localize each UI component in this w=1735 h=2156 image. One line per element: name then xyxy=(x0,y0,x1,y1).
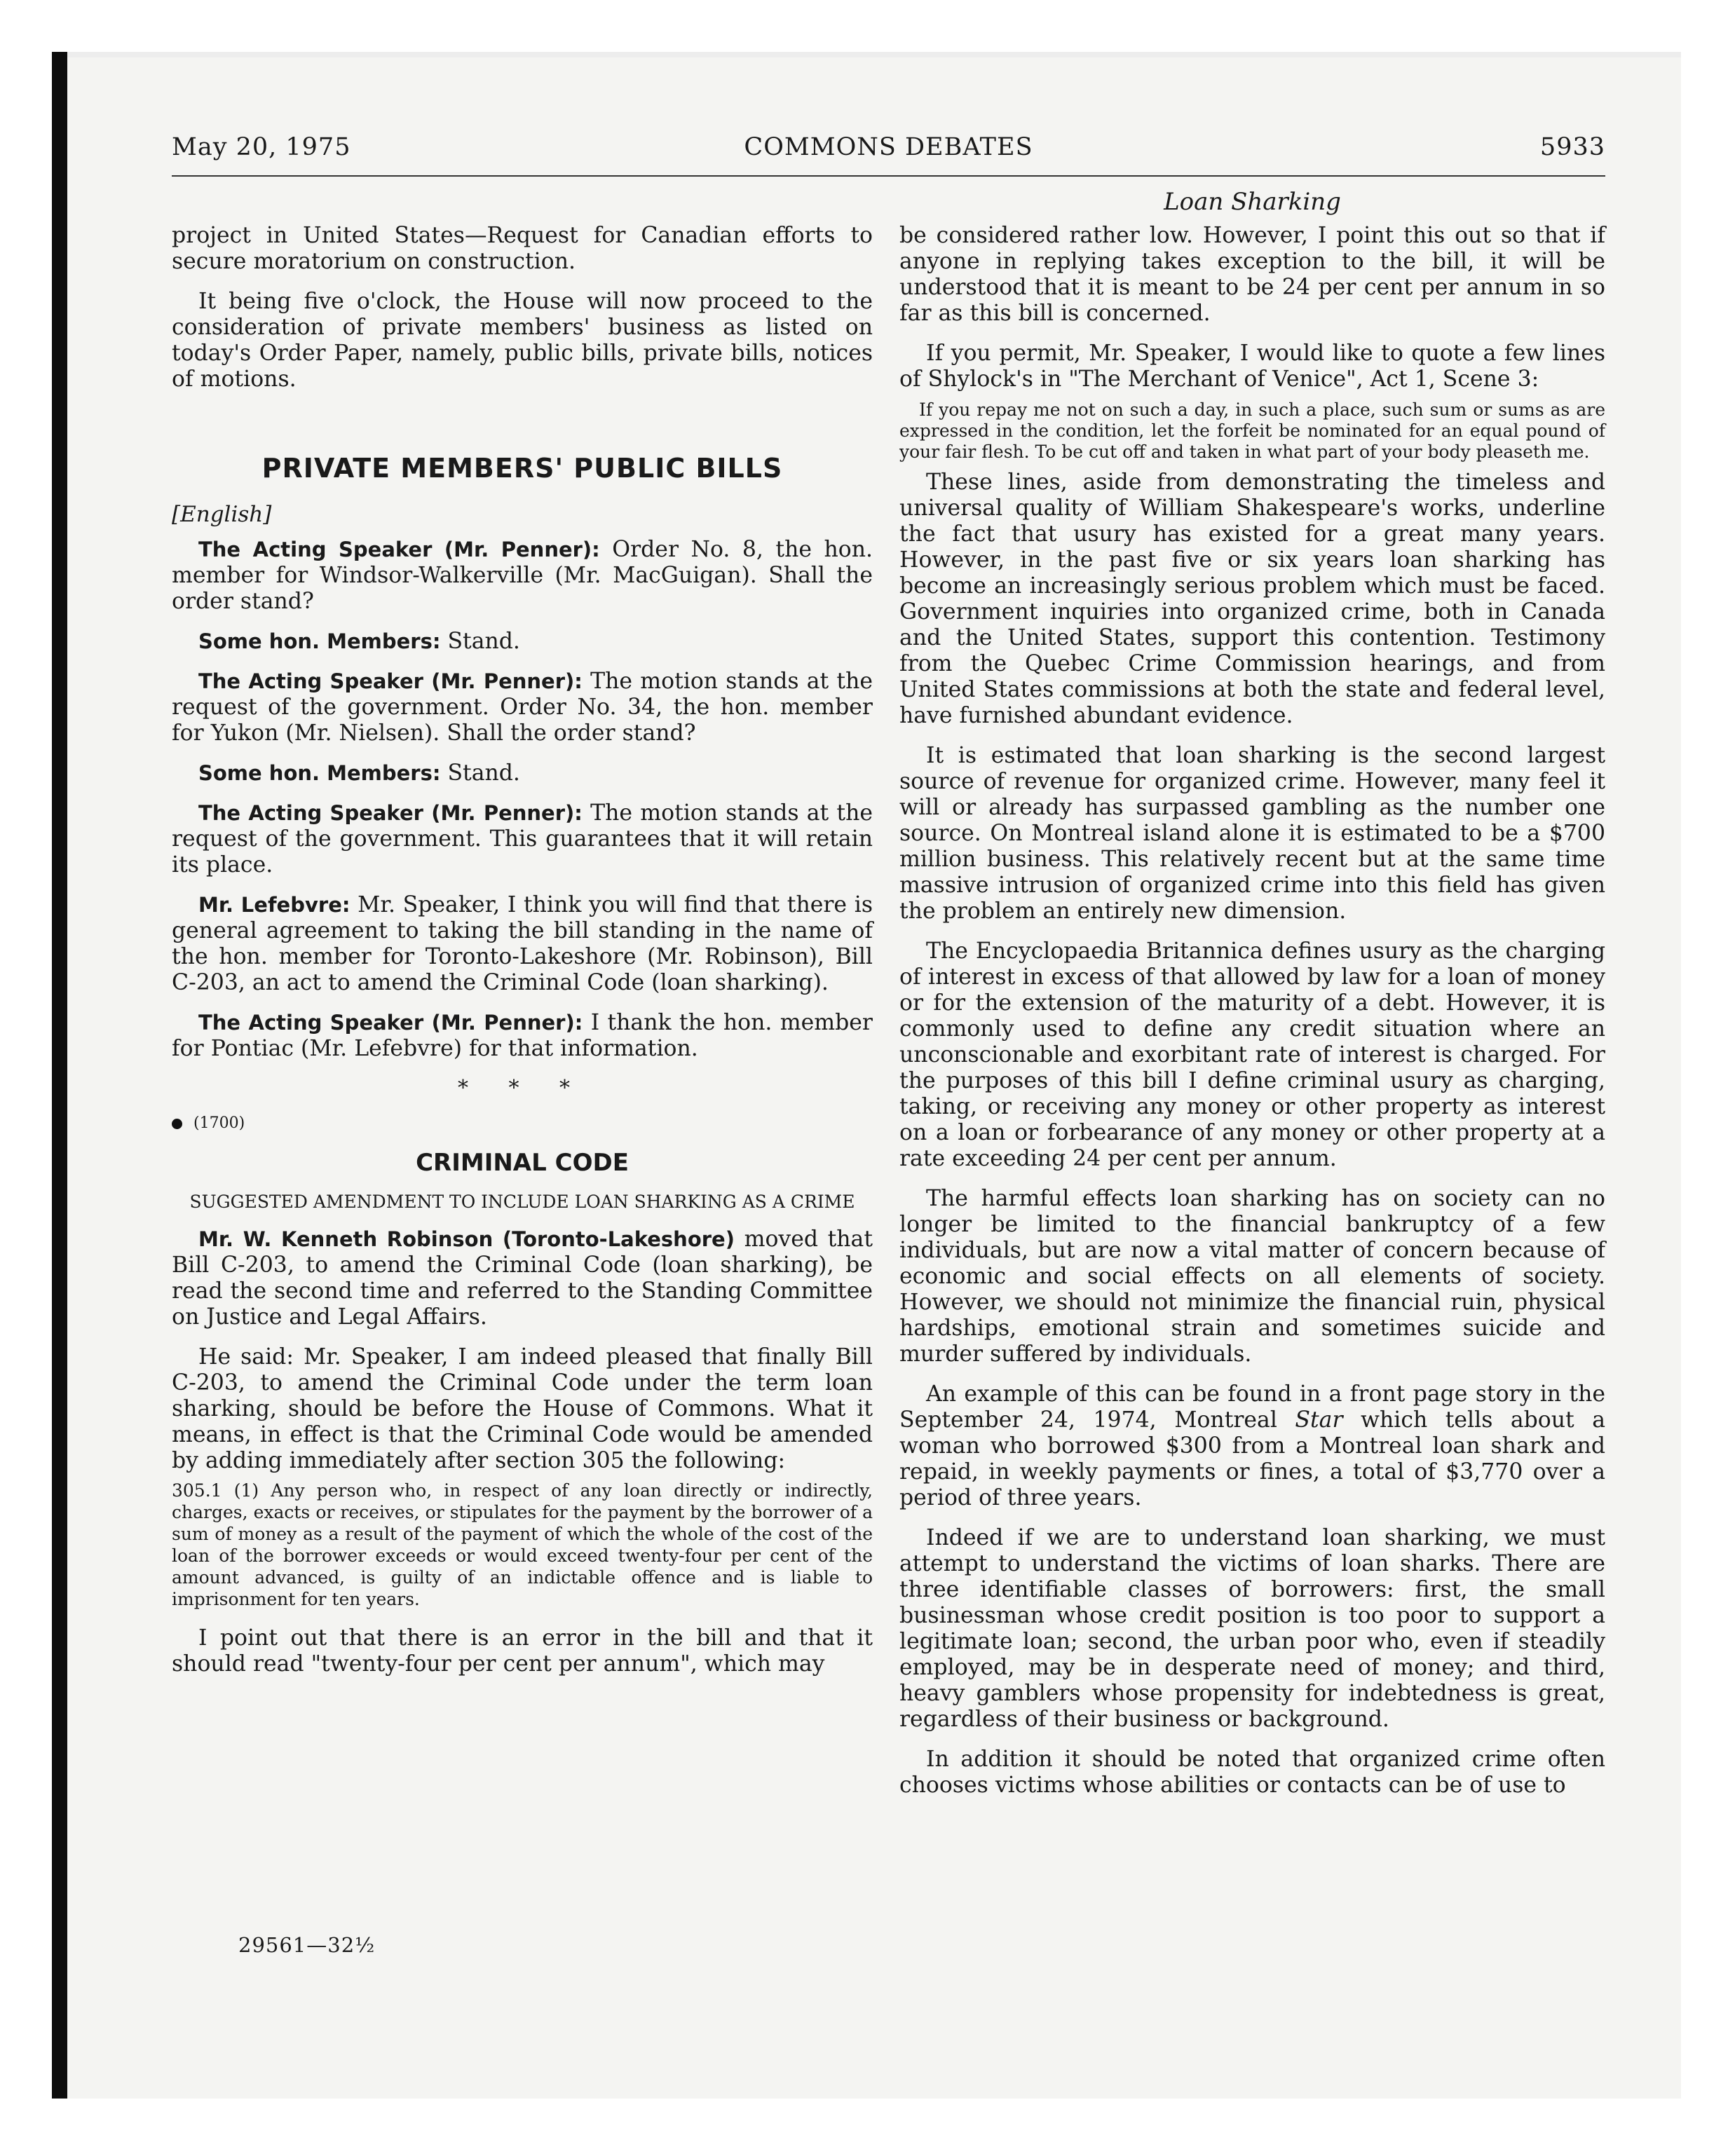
speaker-name: Mr. Lefebvre: xyxy=(198,893,351,917)
paragraph: I point out that there is an error in the bill and that it should read "twenty-four per cent per annum", which may xyxy=(172,1625,873,1677)
block-quote: If you repay me not on such a day, in such a place, such sum or sums as are expressed in the condition, let the forfeit be nominated for an equal pound of your fair flesh. To be cut off and taken in what part of your body pleaseth me. xyxy=(899,400,1605,462)
paragraph: These lines, aside from demonstrating the timeless and universal quality of William Shakespeare's works, underline the fact that usury has existed for a great many years. However, in the past five or six years loan sharking has become an increasingly serious problem which must be faced. Government inquiries into organized crime, both in Canada and the United States, support this contention. Testimony from the Quebec Crime Commission hearings, and from United States commissions at both the state and federal level, have furnished abundant evidence. xyxy=(899,470,1605,728)
speaker-name: Some hon. Members: xyxy=(198,629,441,653)
speech xyxy=(172,629,873,655)
speaker-name: The Acting Speaker (Mr. Penner): xyxy=(198,669,583,693)
bill-section-quote: 305.1 (1) Any person who, in respect of any loan directly or indirectly, charges, exacts or receives, or stipulates for the payment by the borrower of a sum of money as a result of the payment of which the whole of the cost of the loan of the borrower exceeds or would exceed twenty-four per cent of the amount advanced, is guilty of an indictable offence and is liable to imprisonment for ten years. xyxy=(172,1480,873,1609)
speech-text: The motion stands at the request of the government. Order No. 34, the hon. member for Yukon (Mr. Nielsen). Shall the order stand? xyxy=(172,669,873,746)
speech-text: The motion stands at the request of the government. This guarantees that it will retain its place. xyxy=(172,800,873,878)
paragraph-text: An example of this can be found in a front page story in the September 24, 1974, Montreal xyxy=(899,1381,1605,1433)
speech-text: Stand. xyxy=(440,629,520,654)
speaker-name: The Acting Speaker (Mr. Penner): xyxy=(198,1011,583,1035)
newspaper-name: Star xyxy=(1295,1407,1343,1433)
paragraph: The Encyclopaedia Britannica defines usury as the charging of interest in excess of that allowed by law for a loan of money or for the extension of the maturity of a debt. However, it is commonly used to define any credit situation where an unconscionable and exorbitant rate of interest is charged. For the purposes of this bill I define criminal usury as charging, taking, or receiving any money or other property as interest on a loan or forbearance of any money or other property at a rate exceeding 24 per cent per annum. xyxy=(899,939,1605,1171)
section-heading: CRIMINAL CODE xyxy=(416,1149,629,1177)
speech-text: Stand. xyxy=(440,760,520,786)
header-date: May 20, 1975 xyxy=(172,133,351,161)
paragraph: In addition it should be noted that organized crime often chooses victims whose abilities or contacts can be of use to xyxy=(899,1747,1605,1798)
header-page-number: 5933 xyxy=(1539,133,1605,161)
scan-top-edge xyxy=(67,52,1681,57)
paragraph-text: which tells about a woman who borrowed $300 from a Montreal loan shark and repaid, in weekly payments or fines, a total of $3,770 over a period of three years. xyxy=(899,1407,1605,1510)
speaker-name: Some hon. Members: xyxy=(198,761,441,785)
timestamp-text: (1700) xyxy=(193,1114,245,1132)
running-head: Loan Sharking xyxy=(1164,188,1341,216)
page-header xyxy=(172,133,1605,177)
paragraph: If you permit, Mr. Speaker, I would like to quote a few lines of Shylock's in "The Merchant of Venice", Act 1, Scene 3: xyxy=(899,341,1605,392)
section-subheading: SUGGESTED AMENDMENT TO INCLUDE LOAN SHARKING AS A CRIME xyxy=(189,1192,855,1212)
paragraph: The harmful effects loan sharking has on society can no longer be limited to the financial bankruptcy of a few individuals, but are now a vital matter of concern because of economic and social effects on all elements of society. However, we should not minimize the financial ruin, physical hardships, emotional strain and sometimes suicide and murder suffered by individuals. xyxy=(899,1186,1605,1367)
paragraph: It being five o'clock, the House will now proceed to the consideration of private members' business as listed on today's Order Paper, namely, public bills, private bills, notices of motions. xyxy=(172,289,873,392)
speech xyxy=(172,1227,873,1330)
section-separator: * * * xyxy=(457,1076,587,1100)
paragraph: be considered rather low. However, I point this out so that if anyone in replying takes exception to the bill, it will be understood that it is meant to be 24 per cent per annum in so far as this bill is concerned. xyxy=(899,223,1605,326)
speaker-name: The Acting Speaker (Mr. Penner): xyxy=(198,538,600,561)
section-heading: PRIVATE MEMBERS' PUBLIC BILLS xyxy=(261,453,783,484)
speech-text: moved that Bill C-203, to amend the Criminal Code (loan sharking), be read the second time and referred to the Standing Committee on Justice and Legal Affairs. xyxy=(172,1227,873,1330)
paragraph: project in United States—Request for Canadian efforts to secure moratorium on construction. xyxy=(172,223,873,274)
speech xyxy=(172,800,873,878)
left-column xyxy=(172,223,873,1691)
speech xyxy=(172,1010,873,1062)
paragraph: Indeed if we are to understand loan sharking, we must attempt to understand the victims of loan sharks. There are three identifiable classes of borrowers: first, the small businessman whose credit position is too poor to support a legitimate loan; second, the urban poor who, even if steadily employed, may be in desperate need of money; and third, heavy gamblers whose propensity for indebtedness is great, regardless of their business or background. xyxy=(899,1525,1605,1732)
header-title: COMMONS DEBATES xyxy=(744,133,1033,161)
speech xyxy=(172,669,873,746)
timestamp xyxy=(172,1114,873,1132)
scan-edge xyxy=(52,52,67,2099)
speaker-name: The Acting Speaker (Mr. Penner): xyxy=(198,801,583,825)
paragraph: It is estimated that loan sharking is the second largest source of revenue for organized crime. However, many feel it will or already has surpassed gambling as the number one source. On Montreal island alone it is estimated to be a $700 million business. This relatively recent but at the same time massive intrusion of organized crime into this field has given the problem an entirely new dimension. xyxy=(899,743,1605,924)
paragraph: He said: Mr. Speaker, I am indeed pleased that finally Bill C-203, to amend the Criminal Code under the term loan sharking, should be before the House of Commons. What it means, in effect is that the Criminal Code would be amended by adding immediately after section 305 the following: xyxy=(172,1344,873,1473)
print-code: 29561—32½ xyxy=(238,1933,376,1957)
right-column xyxy=(899,223,1605,1813)
language-marker: [English] xyxy=(172,502,272,527)
speaker-name: Mr. W. Kenneth Robinson (Toronto-Lakeshore) xyxy=(198,1227,735,1251)
speech xyxy=(172,537,873,615)
speech-text: Order No. 8, the hon. member for Windsor-Walkerville (Mr. MacGuigan). Shall the order stand? xyxy=(172,537,873,614)
speech xyxy=(172,892,873,996)
bullet-icon xyxy=(172,1119,182,1129)
speech xyxy=(172,760,873,786)
paragraph xyxy=(899,1381,1605,1511)
speech-text: I thank the hon. member for Pontiac (Mr. Lefebvre) for that information. xyxy=(172,1010,873,1061)
speech-text: Mr. Speaker, I think you will find that there is general agreement to taking the bill standing in the name of the hon. member for Toronto-Lakeshore (Mr. Robinson), Bill C-203, an act to amend the Criminal Code (loan sharking). xyxy=(172,892,873,995)
